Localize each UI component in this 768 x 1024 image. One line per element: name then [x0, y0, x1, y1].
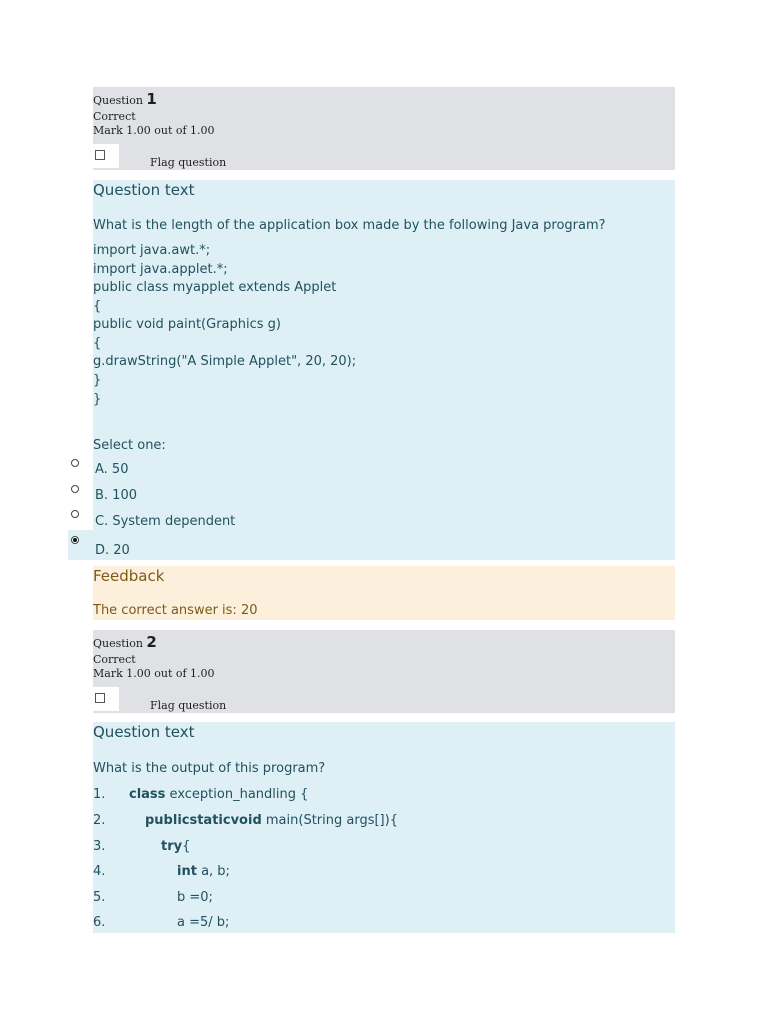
code-line: import java.awt.*; [93, 243, 211, 258]
selected-option-highlight [68, 530, 93, 560]
line-number: 4. [93, 864, 106, 879]
question-grade: Mark 1.00 out of 1.00 [93, 124, 215, 137]
option-a-label[interactable]: A. 50 [95, 462, 129, 477]
code-line: public class myapplet extends Applet [93, 280, 337, 295]
option-d-radio[interactable] [71, 536, 79, 544]
flag-question-checkbox[interactable] [93, 144, 119, 168]
question-prompt: What is the length of the application box made by the following Java program? [93, 218, 606, 233]
code-line: try{ [161, 839, 191, 854]
question-text-header: Question text [93, 181, 195, 199]
option-b-radio[interactable] [71, 485, 79, 493]
feedback-answer: The correct answer is: 20 [93, 603, 258, 618]
question-1-text [93, 180, 675, 560]
question-number: 1 [146, 90, 157, 108]
select-one-label: Select one: [93, 438, 166, 453]
feedback-header: Feedback [93, 567, 165, 585]
flag-question-label[interactable]: Flag question [150, 156, 227, 169]
code-line: { [93, 336, 102, 351]
line-number: 2. [93, 813, 106, 828]
line-number: 6. [93, 915, 106, 930]
code-line: } [93, 373, 102, 388]
checkbox-icon[interactable] [95, 150, 105, 160]
code-line: } [93, 392, 102, 407]
flag-question-label[interactable]: Flag question [150, 699, 227, 712]
code-line: b =0; [177, 890, 213, 905]
code-line: import java.applet.*; [93, 262, 228, 277]
option-b-label[interactable]: B. 100 [95, 488, 137, 503]
code-line: { [93, 299, 102, 314]
code-line: g.drawString("A Simple Applet", 20, 20); [93, 354, 357, 369]
option-c-radio[interactable] [71, 510, 79, 518]
code-line: a =5/ b; [177, 915, 230, 930]
question-label: Question [93, 637, 143, 650]
question-1-heading [93, 92, 157, 108]
question-1-info [93, 87, 675, 170]
question-grade: Mark 1.00 out of 1.00 [93, 667, 215, 680]
question-label: Question [93, 94, 143, 107]
code-line: public void paint(Graphics g) [93, 317, 281, 332]
flag-question-checkbox[interactable] [93, 687, 119, 711]
question-state: Correct [93, 653, 136, 666]
option-d-label[interactable]: D. 20 [95, 543, 130, 558]
feedback-panel [93, 566, 675, 620]
line-number: 5. [93, 890, 106, 905]
question-2-heading [93, 635, 157, 651]
question-number: 2 [146, 633, 157, 651]
option-c-label[interactable]: C. System dependent [95, 514, 236, 529]
question-2-info [93, 630, 675, 713]
option-a-radio[interactable] [71, 459, 79, 467]
question-prompt: What is the output of this program? [93, 761, 326, 776]
question-state: Correct [93, 110, 136, 123]
line-number: 3. [93, 839, 106, 854]
question-text-header: Question text [93, 723, 195, 741]
checkbox-icon[interactable] [95, 693, 105, 703]
code-line: class exception_handling { [129, 787, 309, 802]
line-number: 1. [93, 787, 106, 802]
question-2-text [93, 722, 675, 933]
code-line: int a, b; [177, 864, 230, 879]
code-line: publicstaticvoid main(String args[]){ [145, 813, 398, 828]
